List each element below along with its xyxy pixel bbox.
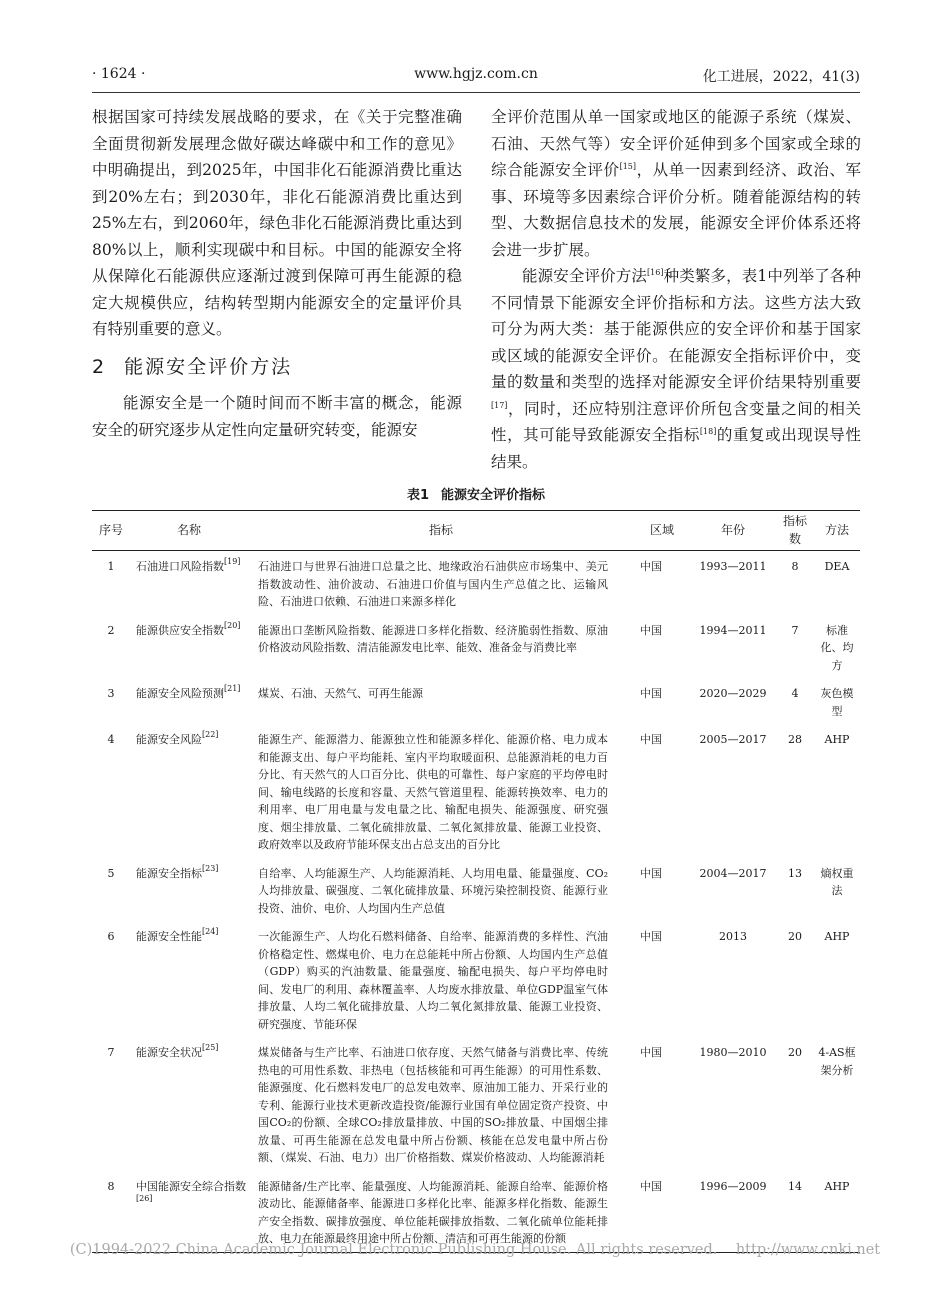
running-header (92, 66, 860, 88)
header-rule (92, 92, 860, 93)
table-row (92, 1037, 860, 1171)
citation-ref: [16] (647, 268, 664, 277)
cell-name (130, 921, 248, 1037)
cell-name (130, 615, 248, 679)
paragraph-evaluation-methods (491, 263, 861, 475)
cell-no: 2 (107, 623, 115, 637)
cell-region: 中国 (640, 1046, 662, 1059)
cell-region: 中国 (640, 623, 662, 637)
section-heading (92, 354, 462, 381)
cell-years: 2005—2017 (699, 733, 767, 746)
cell-years: 2013 (719, 930, 747, 943)
cell-method: 熵权重法 (820, 866, 854, 897)
citation-ref: [22] (202, 730, 219, 739)
header-method: 方法 (814, 511, 860, 551)
copyright-footer: (C)1994-2022 China Academic Journal Electronic Publishing House. All rights reserved. http://www.cnki.net (69, 1242, 881, 1258)
name-text: 能源安全性能 (136, 930, 202, 943)
cell-method: AHP (824, 930, 850, 943)
header-region: 区域 (634, 511, 690, 551)
citation-ref: [24] (202, 927, 219, 936)
cell-region: 中国 (634, 1171, 690, 1253)
name-text: 能源安全风险 (136, 733, 202, 746)
citation-ref: [15] (619, 162, 636, 171)
cell-years: 1994—2011 (699, 623, 767, 637)
table-header-row (92, 511, 860, 551)
text-span: 全评价范围从单一国家或地区的能源子系统（煤炭、石油、天然气等）安全评价延伸到多个国家或全球的综合能源安全评价 (491, 108, 861, 179)
table-row (92, 724, 860, 858)
citation-ref: [25] (202, 1043, 219, 1052)
citation-ref: [17] (491, 400, 508, 410)
cell-years: 1993—2011 (699, 560, 767, 573)
cell-method: AHP (814, 1171, 860, 1253)
citation-ref: [20] (224, 620, 241, 630)
energy-security-indicators-table (92, 510, 860, 1253)
cell-count: 13 (788, 866, 802, 880)
paragraph-evaluation-scope (491, 104, 861, 263)
cell-name (130, 678, 248, 724)
cell-name (130, 1037, 248, 1171)
table-label: 表1 (406, 488, 430, 503)
cell-method: 4-AS框架分析 (818, 1046, 856, 1077)
text-span: 种类繁多，表1中列举了各种不同情景下能源安全评价指标和方法。这些方法大致可分为两大类：基于能源供应的安全评价和基于国家或区域的能源安全评价。在能源安全指标评价中，变量的数量和类型的选择对能源安全评价结果特别重要 (491, 267, 861, 391)
cell-indicators: 能源储备/生产比率、能量强度、人均能源消耗、能源自给率、能源价格波动比、能源储备率、能源进口多样化比率、能源多样化指数、能源生产安全指数、碳排放强度、单位能耗碳排放指数、二氧化硫单位能耗排放、电力在能源最终用途中所占份额、清洁和可再生能源的份额 (248, 1171, 634, 1253)
table-row (92, 551, 860, 615)
text-span: 的重复或出现误导性结果。 (491, 426, 861, 471)
section-title: 能源安全评价方法 (124, 355, 293, 378)
left-column (92, 104, 462, 443)
table-row (92, 615, 860, 679)
cell-count: 8 (791, 560, 799, 573)
cell-count: 28 (788, 733, 802, 746)
cell-no: 8 (92, 1171, 130, 1253)
cell-region: 中国 (640, 930, 662, 943)
cell-method: 灰色模型 (820, 687, 854, 718)
cell-method: DEA (824, 560, 850, 573)
right-column (491, 104, 861, 475)
cell-count: 7 (791, 623, 799, 637)
cell-name (130, 1171, 248, 1253)
cell-region: 中国 (640, 560, 662, 573)
cell-region: 中国 (640, 866, 662, 880)
cell-region: 中国 (640, 733, 662, 746)
citation-ref: [23] (202, 863, 219, 873)
table-caption (92, 484, 860, 503)
citation-ref: [18] (699, 427, 717, 436)
cell-indicators: 煤炭储备与生产比率、石油进口依存度、天然气储备与消费比率、传统热电的可用性系数、非热电（包括核能和可再生能源）的可用性系数、能源强度、化石燃料发电厂的总发电效率、原油加工能力、开采行业的专利、能源行业技术更新改造投资/能源行业国有单位固定资产投资、中国CO₂的份额、全球CO₂排放量排放、中国的SO₂排放量、中国烟尘排放量、可再生能源在总发电量中所占份额、核能在总发电量中所占份额、（煤炭、石油、电力）出厂价格指数、煤炭价格波动、人均能源消耗 (258, 1046, 608, 1164)
cell-count: 4 (791, 687, 799, 700)
text-span: 能源安全评价方法 (522, 267, 648, 285)
cell-years: 2020—2029 (699, 687, 767, 700)
cell-name (130, 858, 248, 922)
cell-count: 20 (788, 930, 802, 943)
table-title: 能源安全评价指标 (441, 488, 546, 503)
cell-indicators: 一次能源生产、人均化石燃料储备、自给率、能源消费的多样性、汽油价格稳定性、燃煤电价、电力在总能耗中所占份额、人均国内生产总值（GDP）购买的汽油数量、能量强度、输配电损失、每户平均停电时间、发电厂的利用、森林覆盖率、人均废水排放量、单位GDP温室气体排放量、人均二氧化硫排放量、人均二氧化氮排放量、能源工业投资、研究强度、节能环保 (258, 930, 608, 1031)
header-years: 年份 (690, 511, 776, 551)
header-name: 名称 (130, 511, 248, 551)
paragraph-energy-security-concept: 能源安全是一个随时间而不断丰富的概念，能源安全的研究逐步从定性向定量研究转变，能源安 (92, 394, 462, 439)
cell-no: 1 (107, 560, 115, 573)
cell-region: 中国 (640, 687, 662, 700)
section-number: 2 (92, 355, 107, 378)
cell-no: 5 (107, 866, 115, 880)
text-span: ，同时，还应特别注意评价所包含变量之间的相关性，其可能导致能源安全指标 (491, 399, 861, 444)
header-no: 序号 (92, 511, 130, 551)
name-text: 石油进口风险指数 (136, 560, 224, 573)
citation-ref: [21] (224, 684, 241, 693)
header-count: 指标数 (776, 511, 814, 551)
table-row (92, 1171, 860, 1253)
name-text: 能源安全状况 (136, 1046, 202, 1059)
name-text: 能源安全指标 (136, 866, 202, 880)
cell-indicators: 自给率、人均能源生产、人均能源消耗、人均用电量、能量强度、CO₂人均排放量、碳强度、二氧化硫排放量、环境污染控制投资、能源行业投资、油价、电价、人均国内生产总值 (258, 866, 608, 915)
cell-indicators: 能源生产、能源潜力、能源独立性和能源多样化、能源价格、电力成本和能源支出、每户平均能耗、室内平均取暖面积、总能源消耗的电力百分比、有天然气的人口百分比、供电的可靠性、每户家庭的平均停电时间、输电线路的长度和容量、天然气管道里程、能源转换效率、电力的利用率、电厂用电量与发电量之比、输配电损失、能源强度、研究强度、烟尘排放量、二氧化硫排放量、二氧化氮排放量、能源工业投资、政府效率以及政府节能环保支出占总支出的百分比 (258, 733, 608, 851)
cell-no: 3 (107, 687, 115, 700)
cell-name (130, 724, 248, 858)
text-span: ，从单一因素到经济、政治、军事、环境等多因素综合评价分析。随着能源结构的转型、大数据信息技术的发展，能源安全评价体系还将会进一步扩展。 (491, 161, 861, 259)
cell-count: 20 (788, 1046, 802, 1059)
cell-no: 4 (107, 733, 115, 746)
name-text: 中国能源安全综合指数 (136, 1179, 246, 1193)
journal-citation: 化工进展，2022，41(3) (702, 69, 860, 85)
cell-count: 14 (776, 1171, 814, 1253)
name-text: 能源供应安全指数 (136, 623, 224, 637)
cell-years: 1996—2009 (690, 1171, 776, 1253)
paragraph-carbon-goals: 根据国家可持续发展战略的要求，在《关于完整准确全面贯彻新发展理念做好碳达峰碳中和工作的意见》中明确提出，到2025年，中国非化石能源消费比重达到20%左右；到2030年，非化石能源消费比重达到25%左右，到2060年，绿色非化石能源消费比重达到80%以上，顺利实现碳中和目标。中国的能源安全将从保障化石能源供应逐渐过渡到保障可再生能源的稳定大规模供应，结构转型期内能源安全的定量评价具有特别重要的意义。 (92, 108, 462, 338)
table-row (92, 921, 860, 1037)
cell-years: 1980—2010 (699, 1046, 767, 1059)
cell-name (130, 551, 248, 615)
citation-ref: [19] (224, 557, 241, 566)
name-text: 能源安全风险预测 (136, 687, 224, 700)
table-row (92, 858, 860, 922)
citation-ref: [26] (136, 1194, 153, 1203)
cell-years: 2004—2017 (699, 866, 767, 880)
header-indicators: 指标 (248, 511, 634, 551)
cell-no: 6 (107, 930, 115, 943)
cell-method: AHP (824, 733, 850, 746)
cell-indicators: 石油进口与世界石油进口总量之比、地缘政治石油供应市场集中、美元指数波动性、油价波动、石油进口价值与国内生产总值之比、运输风险、石油进口依赖、石油进口来源多样化 (258, 560, 608, 608)
journal-url[interactable]: www.hgjz.com.cn (414, 66, 538, 82)
table-row (92, 678, 860, 724)
page-number: · 1624 · (92, 66, 146, 82)
cell-indicators: 能源出口垄断风险指数、能源进口多样化指数、经济脆弱性指数、原油价格波动风险指数、清洁能源发电比率、能效、准备金与消费比率 (258, 623, 608, 654)
cell-no: 7 (107, 1046, 115, 1059)
cell-indicators: 煤炭、石油、天然气、可再生能源 (258, 687, 423, 700)
cell-method: 标准化、均方 (820, 623, 854, 672)
